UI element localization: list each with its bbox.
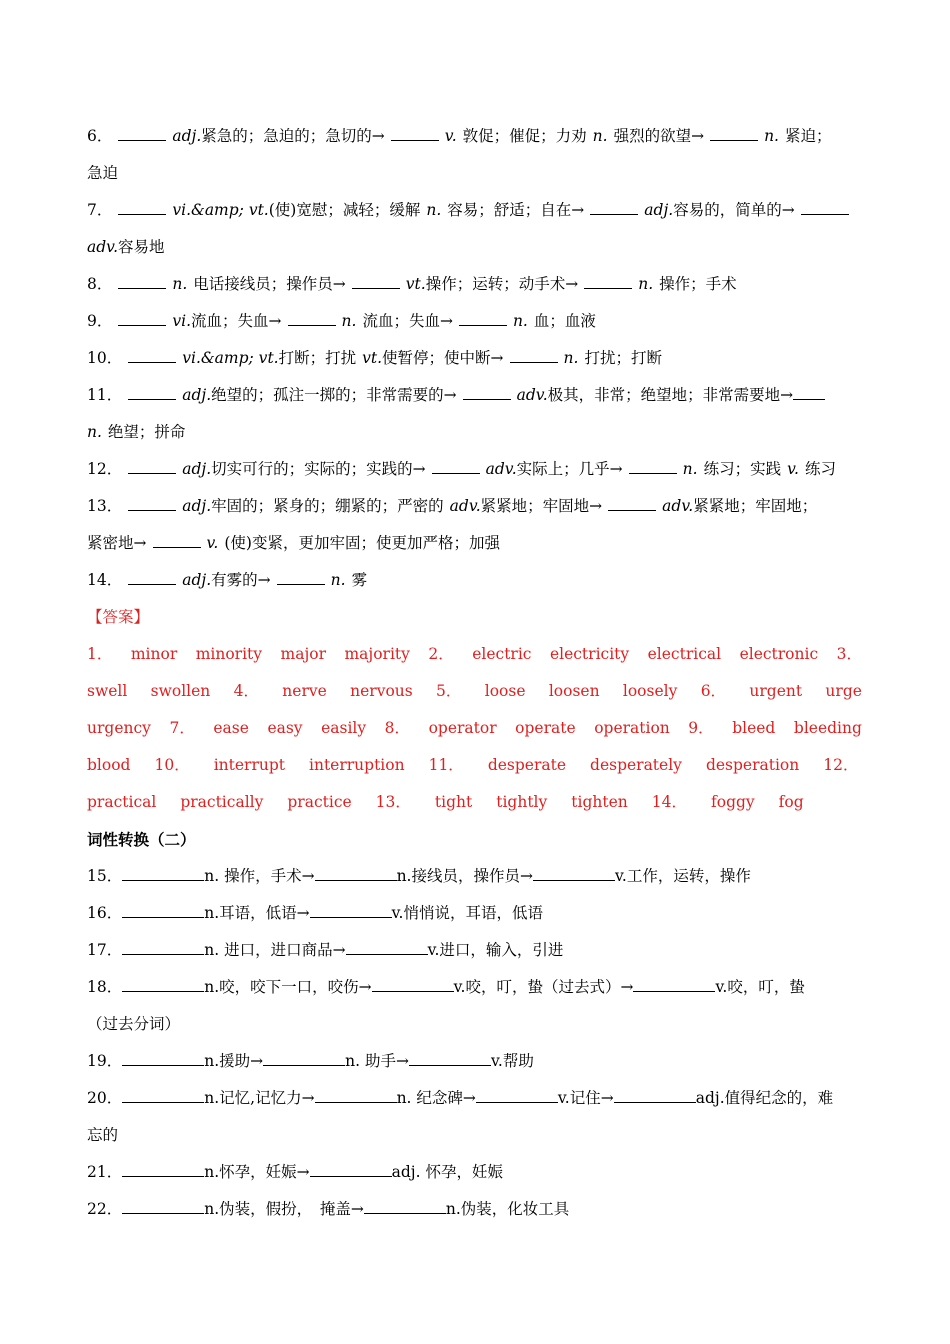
- answer-word: ease: [213, 719, 249, 737]
- item-13-cont: 紧密地→ v. (使)变紧，更加牢固；使更加严格；加强: [87, 534, 500, 552]
- item-11: 11． adj.绝望的；孤注一掷的；非常需要的→ adv.极其，非常；绝望地；非常需要地→: [87, 377, 862, 414]
- answer-word: interruption: [309, 756, 405, 774]
- answer-word: majority: [344, 645, 410, 663]
- answer-blank[interactable]: [391, 126, 439, 141]
- answer-word: 7．: [169, 719, 195, 737]
- answer-word: foggy: [711, 793, 755, 811]
- answer-word: 2．: [428, 645, 454, 663]
- answer-blank[interactable]: [122, 903, 204, 918]
- answer-word: blood: [87, 756, 131, 774]
- answer-word: swell: [87, 682, 128, 700]
- answer-blank[interactable]: [409, 1051, 491, 1066]
- answer-blank[interactable]: [463, 385, 511, 400]
- answer-word: loosely: [622, 682, 678, 700]
- item-21: 21． n.怀孕，妊娠→ adj. 怀孕，妊娠: [87, 1163, 503, 1181]
- answer-word: minor: [130, 645, 178, 663]
- item-9: 9． vi.流血；失血→ n. 流血；失血→ n. 血；血液: [87, 312, 596, 330]
- section-heading: 词性转换（二）: [87, 830, 196, 849]
- answer-row: [87, 784, 862, 821]
- item-14: 14． adj.有雾的→ n. 雾: [87, 571, 368, 589]
- answer-blank[interactable]: [128, 459, 176, 474]
- answer-word: operator: [428, 719, 497, 737]
- item-11-cont: n. 绝望；拼命: [87, 423, 186, 441]
- answer-blank[interactable]: [315, 1088, 397, 1103]
- answer-word: fog: [778, 793, 804, 811]
- answer-word: practice: [287, 793, 352, 811]
- answer-word: 8．: [384, 719, 411, 737]
- item-18-cont: （过去分词）: [87, 1015, 181, 1033]
- answer-blank[interactable]: [128, 385, 176, 400]
- answer-word: electricity: [549, 645, 630, 663]
- item-10: 10． vi.&amp; vt.打断；打扰 vt.使暂停；使中断→ n. 打扰；打断: [87, 349, 662, 367]
- answer-block: [87, 636, 862, 821]
- answer-blank[interactable]: [801, 200, 849, 215]
- answer-word: tightly: [496, 793, 548, 811]
- item-7-cont: adv.容易地: [87, 238, 165, 256]
- answer-blank[interactable]: [122, 940, 204, 955]
- answer-word: electric: [472, 645, 532, 663]
- document-page: [87, 118, 862, 1228]
- answer-row: [87, 636, 862, 673]
- answer-word: tight: [434, 793, 473, 811]
- answer-blank[interactable]: [128, 496, 176, 511]
- answer-blank[interactable]: [432, 459, 480, 474]
- answer-blank[interactable]: [352, 274, 400, 289]
- item-18: 18． n.咬，咬下一口，咬伤→ v.咬，叮，蛰（过去式）→ v.咬，叮，蛰: [87, 978, 805, 996]
- item-8: 8． n. 电话接线员；操作员→ vt.操作；运转；动手术→ n. 操作；手术: [87, 275, 737, 293]
- answer-row: [87, 747, 862, 784]
- answer-blank[interactable]: [128, 570, 176, 585]
- answer-word: desperation: [705, 756, 800, 774]
- answer-word: 1．: [87, 645, 113, 663]
- answer-blank[interactable]: [459, 311, 507, 326]
- item-16: 16． n.耳语，低语→ v.悄悄说，耳语，低语: [87, 904, 543, 922]
- answer-blank[interactable]: [122, 1199, 204, 1214]
- answer-word: easy: [267, 719, 303, 737]
- item-12: 12． adj.切实可行的；实际的；实践的→ adv.实际上；几乎→ n. 练习；实践 v. 练习: [87, 460, 836, 478]
- answer-row: [87, 673, 862, 710]
- answer-word: 4．: [233, 682, 259, 700]
- answer-blank[interactable]: [633, 977, 715, 992]
- answer-word: urge: [825, 682, 862, 700]
- answer-word: nerve: [282, 682, 327, 700]
- answer-blank[interactable]: [584, 274, 632, 289]
- answer-word: electrical: [647, 645, 722, 663]
- answer-word: 5．: [436, 682, 462, 700]
- answer-blank[interactable]: [533, 866, 615, 881]
- answer-blank[interactable]: [310, 903, 392, 918]
- item-15: 15． n. 操作，手术→ n.接线员，操作员→ v.工作，运转，操作: [87, 867, 751, 885]
- answer-word: 14．: [651, 793, 687, 811]
- answer-word: swollen: [150, 682, 211, 700]
- answer-blank[interactable]: [122, 1162, 204, 1177]
- answer-word: urgency: [87, 719, 151, 737]
- answer-blank[interactable]: [122, 977, 204, 992]
- answer-blank[interactable]: [793, 385, 825, 400]
- answer-blank[interactable]: [372, 977, 454, 992]
- answer-word: urgent: [749, 682, 803, 700]
- answer-word: major: [280, 645, 326, 663]
- item-19: 19． n.援助→ n. 助手→ v.帮助: [87, 1052, 534, 1070]
- answer-word: operate: [515, 719, 576, 737]
- answer-blank[interactable]: [288, 311, 336, 326]
- answer-blank[interactable]: [310, 1162, 392, 1177]
- item-20-cont: 忘的: [87, 1126, 119, 1144]
- answer-word: 11．: [428, 756, 464, 774]
- answer-blank[interactable]: [263, 1051, 345, 1066]
- item-6: 6． adj.紧急的；急迫的；急切的→ v. 敦促；催促；力劝 n. 强烈的欲望→ n. 紧迫；: [87, 127, 832, 145]
- answer-word: bleeding: [793, 719, 862, 737]
- answer-word: 9．: [688, 719, 714, 737]
- answer-blank[interactable]: [315, 866, 397, 881]
- answer-word: 3．: [836, 645, 862, 663]
- answer-blank[interactable]: [710, 126, 758, 141]
- answer-blank[interactable]: [629, 459, 677, 474]
- answer-blank[interactable]: [118, 200, 166, 215]
- answer-blank[interactable]: [590, 200, 638, 215]
- answer-word: minority: [195, 645, 263, 663]
- answer-word: loose: [484, 682, 526, 700]
- answer-blank[interactable]: [153, 533, 201, 548]
- answer-word: desperate: [487, 756, 567, 774]
- item-20: 20． n.记忆,记忆力→ n. 纪念碑→ v.记住→ adj.值得纪念的，难: [87, 1089, 834, 1107]
- answer-word: electronic: [739, 645, 819, 663]
- answer-word: nervous: [350, 682, 413, 700]
- answer-blank[interactable]: [128, 348, 176, 363]
- item-13: 13． adj.牢固的；紧身的；绷紧的；严密的 adv.紧紧地；牢固地→ adv.紧紧地；牢固地；: [87, 497, 818, 515]
- answer-blank[interactable]: [122, 866, 204, 881]
- answer-blank[interactable]: [122, 1088, 204, 1103]
- answer-blank[interactable]: [346, 940, 428, 955]
- answer-word: practically: [180, 793, 264, 811]
- item-6-cont: 急迫: [87, 164, 119, 182]
- answer-row: [87, 710, 862, 747]
- answer-blank[interactable]: [510, 348, 558, 363]
- answer-blank[interactable]: [122, 1051, 204, 1066]
- item-7: 7． vi.&amp; vt.(使)宽慰；减轻；缓解 n. 容易；舒适；自在→ adj.容易的，简单的→: [87, 192, 862, 229]
- answer-blank[interactable]: [118, 126, 166, 141]
- answer-word: bleed: [732, 719, 776, 737]
- answer-word: easily: [321, 719, 367, 737]
- answer-word: interrupt: [213, 756, 285, 774]
- answer-blank[interactable]: [476, 1088, 558, 1103]
- answer-word: operation: [594, 719, 670, 737]
- answer-heading: 【答案】: [87, 608, 150, 626]
- answer-word: 13．: [375, 793, 411, 811]
- answer-word: desperately: [590, 756, 682, 774]
- answer-word: 6．: [700, 682, 727, 700]
- answer-word: tighten: [571, 793, 628, 811]
- answer-blank[interactable]: [118, 274, 166, 289]
- answer-blank[interactable]: [608, 496, 656, 511]
- answer-word: loosen: [548, 682, 600, 700]
- item-17: 17． n. 进口，进口商品→ v.进口，输入，引进: [87, 941, 564, 959]
- answer-word: 10．: [154, 756, 190, 774]
- answer-word: 12．: [823, 756, 859, 774]
- answer-word: practical: [87, 793, 157, 811]
- answer-blank[interactable]: [614, 1088, 696, 1103]
- answer-blank[interactable]: [277, 570, 325, 585]
- answer-blank[interactable]: [364, 1199, 446, 1214]
- item-22: 22． n.伪装，假扮， 掩盖→ n.伪装，化妆工具: [87, 1200, 570, 1218]
- answer-blank[interactable]: [118, 311, 166, 326]
